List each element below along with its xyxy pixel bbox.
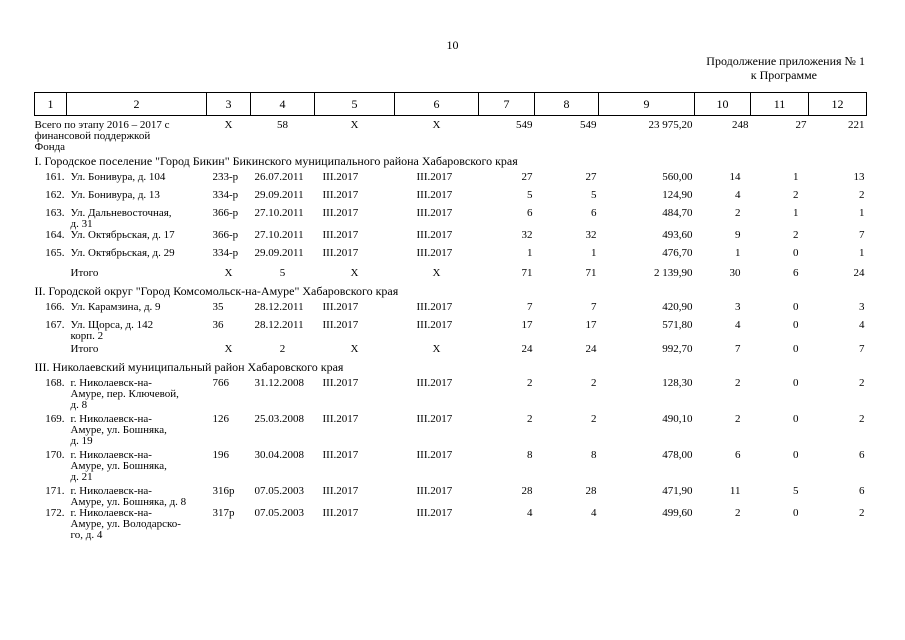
total-c4: 2 — [279, 342, 286, 355]
doc-date: 27.10.2011 — [254, 206, 304, 219]
total-c5: Х — [350, 266, 359, 279]
summary-label-line: финансовой поддержкой — [34, 130, 151, 142]
total-row — [35, 342, 867, 360]
summary-c7: 549 — [516, 119, 533, 131]
address-line: д. 21 — [70, 470, 93, 483]
summary-c6: Х — [432, 119, 441, 131]
row-number: 162. — [45, 188, 65, 201]
summary-c3: Х — [224, 119, 233, 131]
row-number: 161. — [45, 170, 65, 183]
address-line: г. Николаевск-на- — [70, 448, 152, 461]
value-c7: 6 — [527, 206, 533, 219]
address — [67, 414, 207, 450]
address-line: корп. 2 — [70, 329, 104, 342]
section-title: III. Николаевский муниципальный район Хабаровского края — [34, 359, 344, 374]
planned-quarter: III.2017 — [322, 376, 359, 389]
value-c7: 17 — [521, 318, 533, 331]
address — [67, 190, 207, 208]
address — [67, 208, 207, 230]
total-row — [35, 266, 867, 284]
value-c8: 27 — [585, 170, 597, 183]
total-c11: 6 — [793, 266, 799, 279]
value-c12: 13 — [853, 170, 865, 183]
actual-quarter: III.2017 — [416, 300, 453, 313]
doc-number: 766 — [212, 376, 229, 389]
value-c8: 28 — [585, 484, 597, 497]
table-row — [35, 414, 867, 450]
value-c8: 6 — [591, 206, 597, 219]
address-line: Ул. Октябрьская, д. 17 — [70, 228, 175, 241]
value-c11: 0 — [793, 412, 799, 425]
value-c7: 5 — [527, 188, 533, 201]
summary-label-line: Всего по этапу 2016 – 2017 с — [34, 119, 170, 131]
summary-c4: 58 — [277, 119, 288, 131]
value-c11: 0 — [793, 448, 799, 461]
value-c11: 0 — [793, 300, 799, 313]
value-c9: 476,70 — [662, 246, 693, 259]
total-c8: 71 — [585, 266, 597, 279]
table-row — [35, 508, 867, 544]
value-c7: 1 — [527, 246, 533, 259]
value-c10: 4 — [735, 318, 741, 331]
column-header: 3 — [207, 93, 251, 116]
total-c3: Х — [224, 266, 233, 279]
value-c9: 478,00 — [662, 448, 693, 461]
planned-quarter: III.2017 — [322, 246, 359, 259]
doc-date: 07.05.2003 — [254, 506, 304, 519]
total-c7: 24 — [521, 342, 533, 355]
total-c12: 7 — [859, 342, 865, 355]
doc-date: 29.09.2011 — [254, 188, 304, 201]
column-header: 7 — [479, 93, 535, 116]
row-number: 163. — [45, 206, 65, 219]
value-c9: 471,90 — [662, 484, 693, 497]
row-number: 166. — [45, 300, 65, 313]
doc-number: 196 — [212, 448, 229, 461]
row-number: 171. — [45, 484, 65, 497]
empty-cell — [35, 342, 67, 360]
row-number: 169. — [45, 412, 65, 425]
value-c12: 3 — [859, 300, 865, 313]
column-header: 9 — [599, 93, 695, 116]
total-c3: Х — [224, 342, 233, 355]
planned-quarter: III.2017 — [322, 300, 359, 313]
address — [67, 172, 207, 190]
value-c12: 7 — [859, 228, 865, 241]
value-c8: 7 — [591, 300, 597, 313]
address-line: д. 8 — [70, 398, 88, 411]
value-c8: 32 — [585, 228, 597, 241]
summary-c5: Х — [350, 119, 359, 131]
row-number: 167. — [45, 318, 65, 331]
table-row — [35, 230, 867, 248]
table-header — [35, 93, 867, 116]
value-c7: 2 — [527, 412, 533, 425]
value-c8: 2 — [591, 376, 597, 389]
value-c9: 128,30 — [662, 376, 693, 389]
column-header: 12 — [809, 93, 867, 116]
value-c12: 4 — [859, 318, 865, 331]
actual-quarter: III.2017 — [416, 188, 453, 201]
doc-date: 26.07.2011 — [254, 170, 304, 183]
value-c10: 9 — [735, 228, 741, 241]
value-c7: 8 — [527, 448, 533, 461]
row-number: 168. — [45, 376, 65, 389]
total-label: Итого — [70, 342, 99, 355]
section-title-row — [35, 154, 867, 172]
total-c10: 30 — [729, 266, 741, 279]
total-c7: 71 — [521, 266, 533, 279]
value-c12: 2 — [859, 412, 865, 425]
empty-cell — [35, 266, 67, 284]
program-table — [34, 92, 867, 544]
address-line: Амуре, пер. Ключевой, — [70, 387, 179, 400]
address-line: Амуре, ул. Бошняка, — [70, 423, 167, 436]
column-header: 2 — [67, 93, 207, 116]
value-c11: 2 — [793, 188, 799, 201]
column-header: 1 — [35, 93, 67, 116]
summary-c9: 23 975,20 — [648, 119, 693, 131]
doc-date: 27.10.2011 — [254, 228, 304, 241]
value-c12: 2 — [859, 506, 865, 519]
value-c7: 2 — [527, 376, 533, 389]
planned-quarter: III.2017 — [322, 188, 359, 201]
address-line: го, д. 4 — [70, 528, 103, 541]
value-c8: 2 — [591, 412, 597, 425]
address-line: г. Николаевск-на- — [70, 376, 152, 389]
doc-date: 25.03.2008 — [254, 412, 304, 425]
doc-number: 126 — [212, 412, 229, 425]
value-c12: 2 — [859, 376, 865, 389]
value-c12: 2 — [859, 188, 865, 201]
actual-quarter: III.2017 — [416, 376, 453, 389]
value-c11: 1 — [793, 170, 799, 183]
value-c9: 124,90 — [662, 188, 693, 201]
doc-number: 334-р — [212, 246, 239, 259]
page-number: 10 — [446, 38, 459, 52]
actual-quarter: III.2017 — [416, 170, 453, 183]
column-header: 6 — [395, 93, 479, 116]
address-line: Ул. Бонивура, д. 13 — [70, 188, 160, 201]
doc-number: 366-р — [212, 228, 239, 241]
address — [67, 302, 207, 320]
address — [67, 320, 207, 342]
section-title: I. Городское поселение "Город Бикин" Бикинского муниципального района Хабаровского края — [34, 153, 518, 168]
address-line: д. 31 — [70, 217, 93, 230]
table-row — [35, 208, 867, 230]
planned-quarter: III.2017 — [322, 448, 359, 461]
doc-date: 07.05.2003 — [254, 484, 304, 497]
value-c11: 5 — [793, 484, 799, 497]
value-c9: 484,70 — [662, 206, 693, 219]
row-number: 172. — [45, 506, 65, 519]
total-c12: 24 — [853, 266, 865, 279]
column-header: 4 — [251, 93, 315, 116]
total-label: Итого — [70, 266, 99, 279]
total-c9: 2 139,90 — [654, 266, 693, 279]
table-row — [35, 320, 867, 342]
actual-quarter: III.2017 — [416, 318, 453, 331]
value-c9: 490,10 — [662, 412, 693, 425]
table-row — [35, 248, 867, 266]
value-c9: 420,90 — [662, 300, 693, 313]
value-c10: 3 — [735, 300, 741, 313]
address-line: г. Николаевск-на- — [70, 506, 152, 519]
planned-quarter: III.2017 — [322, 228, 359, 241]
summary-c8: 549 — [580, 119, 597, 131]
total-c6: Х — [432, 342, 441, 355]
planned-quarter: III.2017 — [322, 318, 359, 331]
value-c7: 27 — [521, 170, 533, 183]
value-c10: 2 — [735, 206, 741, 219]
actual-quarter: III.2017 — [416, 246, 453, 259]
value-c9: 571,80 — [662, 318, 693, 331]
total-c5: Х — [350, 342, 359, 355]
address — [67, 508, 207, 544]
table-row — [35, 378, 867, 414]
planned-quarter: III.2017 — [322, 484, 359, 497]
actual-quarter: III.2017 — [416, 448, 453, 461]
address-line: Амуре, ул. Володарско- — [70, 517, 181, 530]
value-c10: 2 — [735, 376, 741, 389]
table-row — [35, 302, 867, 320]
address-line: г. Николаевск-на- — [70, 484, 152, 497]
actual-quarter: III.2017 — [416, 206, 453, 219]
summary-c11: 27 — [795, 119, 807, 131]
address — [67, 248, 207, 266]
planned-quarter: III.2017 — [322, 206, 359, 219]
value-c9: 493,60 — [662, 228, 693, 241]
address-line: д. 19 — [70, 434, 93, 447]
value-c11: 0 — [793, 376, 799, 389]
row-number: 164. — [45, 228, 65, 241]
column-header: 11 — [751, 93, 809, 116]
total-c6: Х — [432, 266, 441, 279]
address-line: Ул. Бонивура, д. 104 — [70, 170, 166, 183]
value-c10: 6 — [735, 448, 741, 461]
actual-quarter: III.2017 — [416, 412, 453, 425]
doc-number: 334-р — [212, 188, 239, 201]
continuation-caption-sub: к Программе — [750, 68, 817, 82]
doc-number: 316р — [212, 484, 235, 497]
summary-label-line: Фонда — [34, 141, 66, 153]
value-c7: 4 — [527, 506, 533, 519]
actual-quarter: III.2017 — [416, 506, 453, 519]
address-line: Амуре, ул. Бошняка, — [70, 459, 167, 472]
summary-row — [35, 116, 867, 154]
address-line: Ул. Щорса, д. 142 — [70, 318, 154, 331]
actual-quarter: III.2017 — [416, 484, 453, 497]
value-c10: 2 — [735, 412, 741, 425]
address — [67, 486, 207, 508]
continuation-caption: Продолжение приложения № 1 — [706, 54, 865, 68]
address — [67, 230, 207, 248]
row-number: 165. — [45, 246, 65, 259]
address — [67, 450, 207, 486]
table-row — [35, 172, 867, 190]
row-number: 170. — [45, 448, 65, 461]
value-c9: 560,00 — [662, 170, 693, 183]
planned-quarter: III.2017 — [322, 506, 359, 519]
planned-quarter: III.2017 — [322, 412, 359, 425]
doc-date: 29.09.2011 — [254, 246, 304, 259]
value-c10: 2 — [735, 506, 741, 519]
value-c8: 5 — [591, 188, 597, 201]
planned-quarter: III.2017 — [322, 170, 359, 183]
actual-quarter: III.2017 — [416, 228, 453, 241]
value-c12: 1 — [859, 206, 865, 219]
summary-c10: 248 — [732, 119, 749, 131]
value-c10: 4 — [735, 188, 741, 201]
value-c12: 6 — [859, 448, 865, 461]
table-row — [35, 450, 867, 486]
doc-date: 30.04.2008 — [254, 448, 304, 461]
doc-date: 28.12.2011 — [254, 318, 304, 331]
total-c8: 24 — [585, 342, 597, 355]
value-c8: 17 — [585, 318, 597, 331]
total-c11: 0 — [793, 342, 799, 355]
address-line: Ул. Октябрьская, д. 29 — [70, 246, 175, 259]
column-header: 10 — [695, 93, 751, 116]
value-c11: 2 — [793, 228, 799, 241]
value-c12: 6 — [859, 484, 865, 497]
total-c10: 7 — [735, 342, 741, 355]
total-c9: 992,70 — [662, 342, 693, 355]
section-title: II. Городской округ "Город Комсомольск-на-Амуре" Хабаровского края — [34, 283, 399, 298]
column-header: 8 — [535, 93, 599, 116]
value-c12: 1 — [859, 246, 865, 259]
doc-date: 31.12.2008 — [254, 376, 304, 389]
address-line: Ул. Дальневосточная, — [70, 206, 172, 219]
value-c11: 0 — [793, 318, 799, 331]
value-c7: 7 — [527, 300, 533, 313]
address-line: г. Николаевск-на- — [70, 412, 152, 425]
doc-number: 317р — [212, 506, 235, 519]
value-c8: 1 — [591, 246, 597, 259]
total-c4: 5 — [279, 266, 286, 279]
section-title-row — [35, 284, 867, 302]
doc-number: 36 — [212, 318, 224, 331]
address-line: Ул. Карамзина, д. 9 — [70, 300, 161, 313]
address-line: Амуре, ул. Бошняка, д. 8 — [70, 495, 187, 508]
value-c10: 1 — [735, 246, 741, 259]
doc-number: 35 — [212, 300, 224, 313]
value-c7: 32 — [521, 228, 533, 241]
summary-label — [35, 116, 207, 154]
value-c11: 1 — [793, 206, 799, 219]
value-c9: 499,60 — [662, 506, 693, 519]
value-c8: 8 — [591, 448, 597, 461]
table-row — [35, 190, 867, 208]
value-c8: 4 — [591, 506, 597, 519]
summary-c12: 221 — [848, 119, 865, 131]
value-c10: 14 — [729, 170, 741, 183]
value-c11: 0 — [793, 246, 799, 259]
column-header: 5 — [315, 93, 395, 116]
doc-number: 233-р — [212, 170, 239, 183]
value-c10: 11 — [729, 484, 741, 497]
doc-number: 366-р — [212, 206, 239, 219]
table-row — [35, 486, 867, 508]
value-c11: 0 — [793, 506, 799, 519]
address — [67, 378, 207, 414]
value-c7: 28 — [521, 484, 533, 497]
section-title-row — [35, 360, 867, 378]
doc-date: 28.12.2011 — [254, 300, 304, 313]
